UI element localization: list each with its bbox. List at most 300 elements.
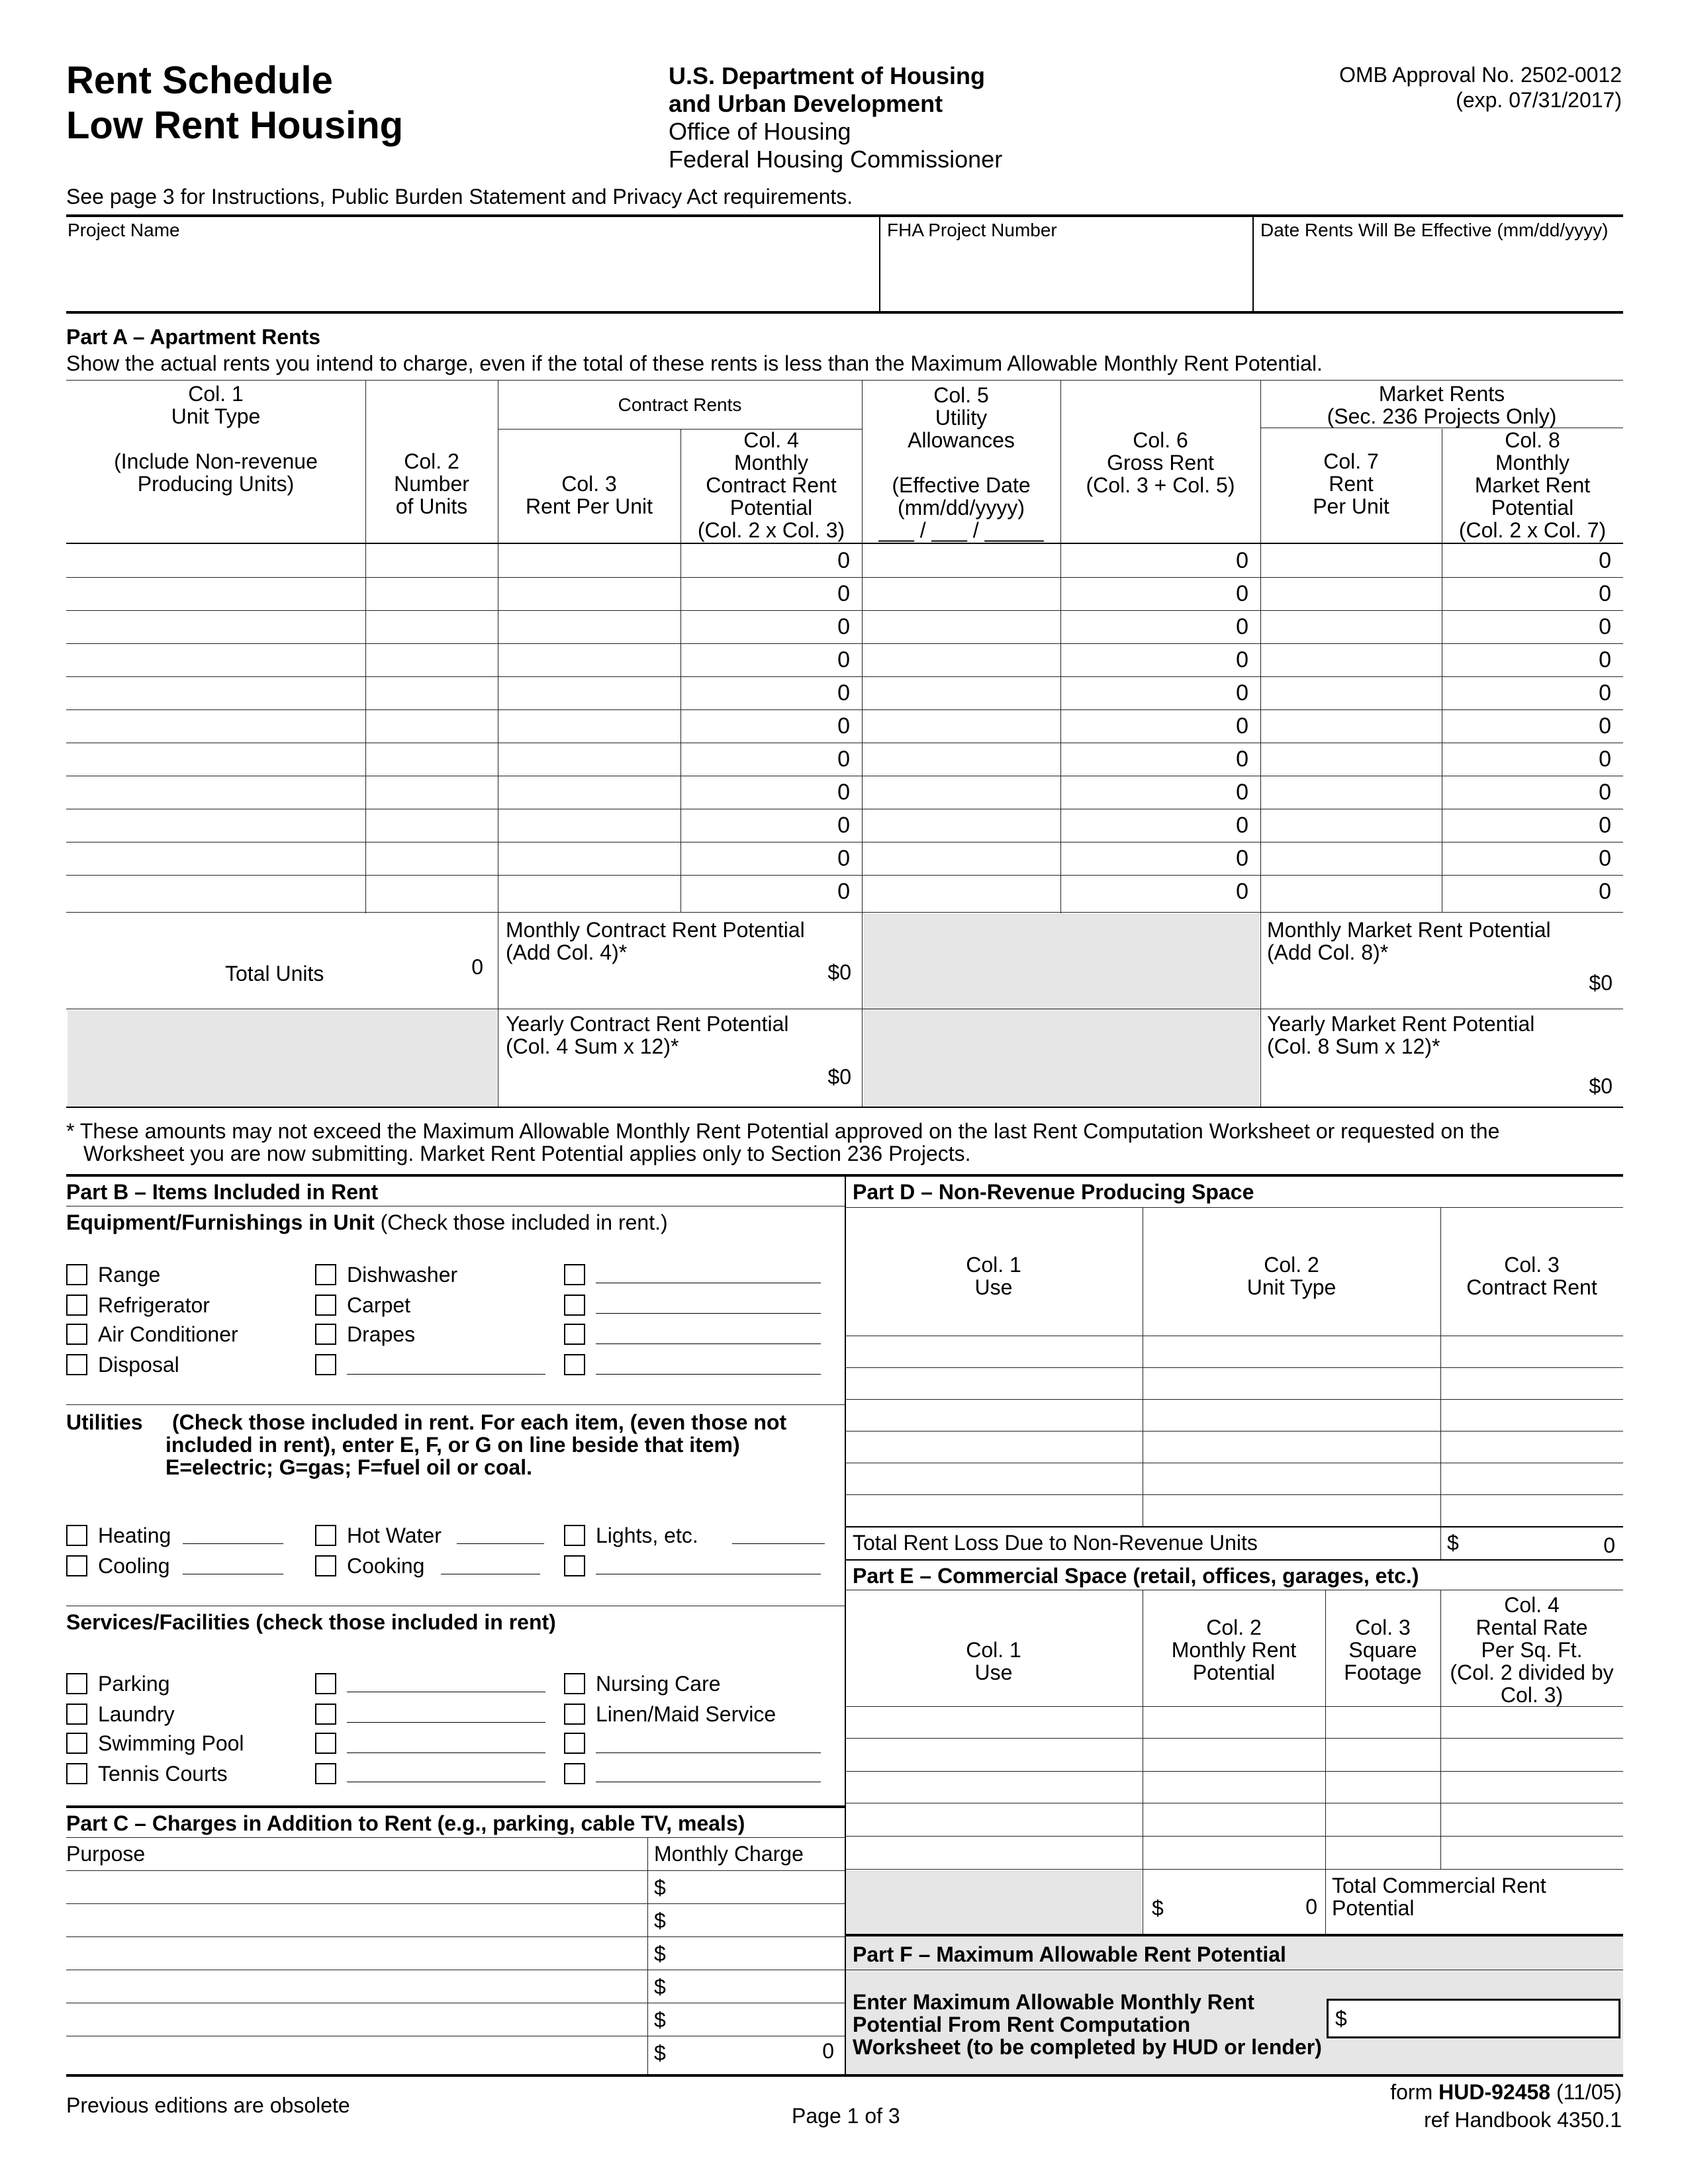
unit-type-cell[interactable] xyxy=(68,776,364,809)
yearly-market-note: (Col. 8 Sum x 12)* xyxy=(1267,1034,1440,1058)
number-of-units-cell[interactable] xyxy=(367,776,496,809)
col2-title2: of Units xyxy=(395,494,468,518)
charge-purpose-field[interactable] xyxy=(68,1872,646,1902)
charge-dollar-sign: $ xyxy=(654,1876,666,1899)
equipment-other-checkbox-2[interactable] xyxy=(564,1264,585,1285)
dishwasher-label: Dishwasher xyxy=(347,1263,458,1287)
part-f-label-line3: Worksheet (to be completed by HUD or lender) xyxy=(853,2035,1322,2059)
charge-amount-field[interactable] xyxy=(675,1872,774,1902)
part-d-col2-title: Unit Type xyxy=(1246,1275,1336,1299)
monthly-market-rent-cell[interactable]: 0 xyxy=(1599,548,1611,573)
omb-approval xyxy=(1339,62,1622,113)
yearly-contract-note: (Col. 4 Sum x 12)* xyxy=(506,1034,679,1058)
part-c-title: Part C – Charges in Addition to Rent (e.g., parking, cable TV, meals) xyxy=(66,1811,745,1835)
number-of-units-cell[interactable] xyxy=(367,610,496,643)
footnote-line1: * These amounts may not exceed the Maximum Allowable Monthly Rent Potential approved on the last Rent Computation Worksheet or requested on the xyxy=(66,1119,1500,1143)
table-row xyxy=(66,809,1623,842)
form-title-line2: Low Rent Housing xyxy=(66,104,404,147)
range-checkbox[interactable] xyxy=(66,1264,87,1285)
tennis-courts-checkbox[interactable] xyxy=(66,1763,87,1784)
monthly-market-rent-cell[interactable]: 0 xyxy=(1599,747,1611,772)
rent-per-unit-cell[interactable] xyxy=(499,709,679,743)
department-name-line2: and Urban Development xyxy=(669,90,943,117)
monthly-market-rent-cell[interactable]: 0 xyxy=(1599,647,1611,672)
utility-allowance-cell[interactable] xyxy=(863,676,1059,709)
disposal-label: Disposal xyxy=(98,1353,179,1377)
monthly-market-title: Monthly Market Rent Potential xyxy=(1267,918,1551,942)
total-units-value[interactable]: 0 xyxy=(471,955,483,979)
part-e-col3-title: Square xyxy=(1348,1638,1417,1662)
utilities-note xyxy=(165,1411,827,1479)
part-e-col2-label: Col. 2 xyxy=(1206,1615,1262,1639)
page-number: Page 1 of 3 xyxy=(792,2104,900,2128)
monthly-contract-rent-cell[interactable]: 0 xyxy=(837,846,850,871)
carpet-checkbox[interactable] xyxy=(315,1295,336,1316)
part-d-col1-title: Use xyxy=(974,1275,1013,1299)
rent-per-unit-cell[interactable] xyxy=(499,842,679,875)
form-date: (11/05) xyxy=(1556,2080,1622,2104)
linen-maid-label: Linen/Maid Service xyxy=(596,1702,776,1726)
col8-title3: Potential xyxy=(1491,496,1574,520)
tennis-courts-label: Tennis Courts xyxy=(98,1762,228,1786)
number-of-units-cell[interactable] xyxy=(367,643,496,676)
omb-expiration: (exp. 07/31/2017) xyxy=(1456,88,1622,112)
rent-per-unit-cell[interactable] xyxy=(499,610,679,643)
table-row xyxy=(66,610,1623,643)
project-name-field[interactable] xyxy=(68,242,875,308)
col5-date-format: (mm/dd/yyyy) xyxy=(898,496,1025,520)
monthly-contract-rent-cell[interactable]: 0 xyxy=(837,713,850,739)
col8-header xyxy=(1442,429,1623,541)
monthly-contract-rent-cell[interactable]: 0 xyxy=(837,614,850,639)
col1-note: (Include Non-revenue xyxy=(114,449,318,473)
part-e-col3-title2: Footage xyxy=(1344,1661,1422,1684)
table-row xyxy=(66,643,1623,676)
market-rent-per-unit-cell[interactable] xyxy=(1262,776,1440,809)
part-f-title: Part F – Maximum Allowable Rent Potential xyxy=(853,1942,1286,1966)
utilities-note-line3: E=electric; G=gas; F=fuel oil or coal. xyxy=(165,1455,532,1479)
table-row xyxy=(66,709,1623,743)
charge-dollar-sign: $ xyxy=(654,1975,666,1999)
col5-title2: Allowances xyxy=(908,428,1015,452)
parking-checkbox[interactable] xyxy=(66,1673,87,1694)
col3-header xyxy=(498,473,680,518)
department-block xyxy=(669,62,1002,173)
monthly-contract-label xyxy=(506,919,805,964)
monthly-market-rent-cell[interactable]: 0 xyxy=(1599,846,1611,871)
number-of-units-cell[interactable] xyxy=(367,577,496,610)
yearly-market-title: Yearly Market Rent Potential xyxy=(1267,1012,1535,1036)
col4-label: Col. 4 xyxy=(743,428,799,452)
utility-allowance-cell[interactable] xyxy=(863,776,1059,809)
utilities-note-line2: included in rent), enter E, F, or G on line beside that item) xyxy=(165,1433,740,1457)
equipment-other-line-5[interactable] xyxy=(596,1374,821,1375)
number-of-units-cell[interactable] xyxy=(367,743,496,776)
gross-rent-cell[interactable]: 0 xyxy=(1236,780,1248,805)
form-number: HUD-92458 xyxy=(1438,2080,1551,2104)
charge-amount-field[interactable] xyxy=(675,2004,774,2034)
effective-date-label: Date Rents Will Be Effective (mm/dd/yyyy) xyxy=(1260,220,1609,240)
equipment-other-checkbox-5[interactable] xyxy=(564,1354,585,1375)
commissioner-name: Federal Housing Commissioner xyxy=(669,146,1003,173)
monthly-market-rent-cell[interactable]: 0 xyxy=(1599,581,1611,606)
rent-per-unit-cell[interactable] xyxy=(499,809,679,842)
charge-amount-field[interactable] xyxy=(675,1905,774,1935)
equipment-other-line[interactable] xyxy=(347,1374,545,1375)
gross-rent-cell[interactable]: 0 xyxy=(1236,680,1248,705)
unit-type-cell[interactable] xyxy=(68,743,364,776)
utility-allowance-cell[interactable] xyxy=(863,875,1059,908)
project-name-label: Project Name xyxy=(68,220,180,240)
form-id xyxy=(1390,2081,1622,2103)
charge-amount-field[interactable] xyxy=(675,1971,774,2001)
yearly-market-label xyxy=(1267,1013,1534,1058)
equipment-other-checkbox[interactable] xyxy=(315,1354,336,1375)
heating-fuel-line[interactable] xyxy=(183,1543,283,1544)
lights-label: Lights, etc. xyxy=(596,1524,698,1547)
services-other-line-3[interactable] xyxy=(347,1752,545,1753)
part-f-instructions xyxy=(853,1991,1322,2058)
monthly-contract-title: Monthly Contract Rent Potential xyxy=(506,918,805,942)
non-revenue-total-value[interactable]: 0 xyxy=(1603,1533,1615,1557)
col3-title: Rent Per Unit xyxy=(525,494,653,518)
nursing-care-checkbox[interactable] xyxy=(564,1673,585,1694)
services-other-line-2[interactable] xyxy=(347,1722,545,1723)
monthly-contract-value[interactable]: $0 xyxy=(827,960,851,984)
services-other-checkbox-5[interactable] xyxy=(564,1733,585,1754)
utility-allowance-cell[interactable] xyxy=(863,544,1059,577)
unit-type-cell[interactable] xyxy=(68,610,364,643)
charges-total-value[interactable]: 0 xyxy=(822,2039,834,2063)
services-other-checkbox-2[interactable] xyxy=(315,1704,336,1725)
equipment-other-checkbox-4[interactable] xyxy=(564,1324,585,1345)
unit-type-cell[interactable] xyxy=(68,809,364,842)
disposal-checkbox[interactable] xyxy=(66,1354,87,1375)
market-rent-per-unit-cell[interactable] xyxy=(1262,610,1440,643)
col1-title: Unit Type xyxy=(171,404,261,428)
monthly-contract-rent-cell[interactable]: 0 xyxy=(837,548,850,573)
linen-maid-checkbox[interactable] xyxy=(564,1704,585,1725)
dishwasher-checkbox[interactable] xyxy=(315,1264,336,1285)
form-prefix: form xyxy=(1390,2080,1433,2104)
total-units-label: Total Units xyxy=(225,962,324,985)
air-conditioner-checkbox[interactable] xyxy=(66,1324,87,1345)
max-allowable-rent-dollar: $ xyxy=(1335,2007,1347,2030)
drapes-label: Drapes xyxy=(347,1322,416,1346)
col4-title: Monthly xyxy=(733,451,809,475)
charge-dollar-sign: $ xyxy=(654,2008,666,2032)
market-rent-per-unit-cell[interactable] xyxy=(1262,842,1440,875)
col4-header xyxy=(680,429,862,541)
col1-header xyxy=(66,383,365,495)
equipment-other-line-4[interactable] xyxy=(596,1343,821,1344)
gross-rent-cell[interactable]: 0 xyxy=(1236,846,1248,871)
utilities-title: Utilities xyxy=(66,1410,143,1434)
rent-per-unit-cell[interactable] xyxy=(499,776,679,809)
cooling-checkbox[interactable] xyxy=(66,1555,87,1576)
utility-allowance-cell[interactable] xyxy=(863,809,1059,842)
col8-title: Monthly xyxy=(1495,451,1570,475)
cooking-label: Cooking xyxy=(347,1554,425,1578)
utility-allowance-cell[interactable] xyxy=(863,610,1059,643)
monthly-contract-rent-cell[interactable]: 0 xyxy=(837,879,850,904)
col3-label: Col. 3 xyxy=(561,472,617,496)
market-rent-per-unit-cell[interactable] xyxy=(1262,643,1440,676)
form-title xyxy=(66,58,403,148)
col5-date-label: (Effective Date xyxy=(892,473,1031,497)
gross-rent-cell[interactable]: 0 xyxy=(1236,813,1248,838)
monthly-contract-rent-cell[interactable]: 0 xyxy=(837,780,850,805)
utility-allowance-cell[interactable] xyxy=(863,643,1059,676)
yearly-contract-value[interactable]: $0 xyxy=(827,1065,851,1089)
market-rent-per-unit-cell[interactable] xyxy=(1262,709,1440,743)
rent-per-unit-cell[interactable] xyxy=(499,544,679,577)
market-rent-per-unit-cell[interactable] xyxy=(1262,676,1440,709)
hot-water-label: Hot Water xyxy=(347,1524,442,1547)
part-e-col2-title2: Potential xyxy=(1192,1661,1276,1684)
unit-type-cell[interactable] xyxy=(68,875,364,908)
monthly-market-rent-cell[interactable]: 0 xyxy=(1599,614,1611,639)
col6-formula: (Col. 3 + Col. 5) xyxy=(1086,473,1235,497)
refrigerator-label: Refrigerator xyxy=(98,1293,210,1317)
instructions-note: See page 3 for Instructions, Public Burden Statement and Privacy Act requirements. xyxy=(66,185,853,208)
gross-rent-cell[interactable]: 0 xyxy=(1236,879,1248,904)
contract-rents-header: Contract Rents xyxy=(618,394,742,415)
commercial-total-value[interactable]: 0 xyxy=(1305,1895,1317,1919)
monthly-market-rent-cell[interactable]: 0 xyxy=(1599,879,1611,904)
gross-rent-cell[interactable]: 0 xyxy=(1236,581,1248,606)
col5-label: Col. 5 xyxy=(933,383,989,407)
table-row xyxy=(66,577,1623,610)
market-rents-header xyxy=(1260,383,1623,428)
monthly-market-label xyxy=(1267,919,1551,964)
col5-date-field[interactable]: ___ / ___ / _____ xyxy=(878,518,1044,542)
market-rent-per-unit-cell[interactable] xyxy=(1262,544,1440,577)
commercial-total-title2: Potential xyxy=(1332,1896,1415,1920)
yearly-market-value[interactable]: $0 xyxy=(1589,1074,1613,1098)
swimming-pool-checkbox[interactable] xyxy=(66,1733,87,1754)
services-other-checkbox-1[interactable] xyxy=(315,1673,336,1694)
part-d-title: Part D – Non-Revenue Producing Space xyxy=(853,1180,1254,1204)
unit-type-cell[interactable] xyxy=(68,676,364,709)
part-d-col3-label: Col. 3 xyxy=(1504,1253,1560,1277)
col2-label: Col. 2 xyxy=(404,449,459,473)
col2-title: Number xyxy=(394,472,469,496)
rent-per-unit-cell[interactable] xyxy=(499,743,679,776)
rent-per-unit-cell[interactable] xyxy=(499,643,679,676)
market-rent-per-unit-cell[interactable] xyxy=(1262,809,1440,842)
monthly-market-rent-cell[interactable]: 0 xyxy=(1599,780,1611,805)
gross-rent-cell[interactable]: 0 xyxy=(1236,548,1248,573)
part-e-col3-header xyxy=(1325,1616,1440,1684)
max-allowable-rent-field[interactable] xyxy=(1327,1999,1620,2038)
heating-checkbox[interactable] xyxy=(66,1525,87,1546)
non-revenue-total-label: Total Rent Loss Due to Non-Revenue Units xyxy=(853,1531,1258,1555)
monthly-market-value[interactable]: $0 xyxy=(1589,971,1613,995)
number-of-units-cell[interactable] xyxy=(367,544,496,577)
rent-per-unit-cell[interactable] xyxy=(499,676,679,709)
number-of-units-cell[interactable] xyxy=(367,842,496,875)
equipment-heading xyxy=(66,1211,668,1234)
col6-header xyxy=(1060,429,1260,496)
unit-type-cell[interactable] xyxy=(68,544,364,577)
effective-date-field[interactable] xyxy=(1258,242,1622,308)
drapes-checkbox[interactable] xyxy=(315,1324,336,1345)
part-d-col3-header xyxy=(1440,1253,1623,1298)
handbook-ref: ref Handbook 4350.1 xyxy=(1424,2108,1622,2132)
swimming-pool-label: Swimming Pool xyxy=(98,1731,244,1755)
monthly-contract-rent-cell[interactable]: 0 xyxy=(837,680,850,705)
rent-per-unit-cell[interactable] xyxy=(499,577,679,610)
number-of-units-cell[interactable] xyxy=(367,676,496,709)
charge-amount-field[interactable] xyxy=(675,1938,774,1968)
air-conditioner-label: Air Conditioner xyxy=(98,1322,238,1346)
col7-header xyxy=(1260,450,1442,518)
obsolete-note: Previous editions are obsolete xyxy=(66,2093,350,2117)
purpose-header: Purpose xyxy=(66,1842,146,1866)
utilities-other-checkbox[interactable] xyxy=(564,1555,585,1576)
monthly-contract-rent-cell[interactable]: 0 xyxy=(837,813,850,838)
col6-label: Col. 6 xyxy=(1133,428,1188,452)
hot-water-fuel-line[interactable] xyxy=(457,1543,544,1544)
yearly-contract-title: Yearly Contract Rent Potential xyxy=(506,1012,789,1036)
monthly-contract-rent-cell[interactable]: 0 xyxy=(837,647,850,672)
col8-label: Col. 8 xyxy=(1505,428,1560,452)
part-e-col1-title: Use xyxy=(974,1661,1013,1684)
equipment-title: Equipment/Furnishings in Unit xyxy=(66,1210,375,1234)
rent-per-unit-cell[interactable] xyxy=(499,875,679,908)
col7-title2: Per Unit xyxy=(1313,494,1389,518)
monthly-market-rent-cell[interactable]: 0 xyxy=(1599,813,1611,838)
table-row xyxy=(66,676,1623,709)
col4-formula: (Col. 2 x Col. 3) xyxy=(697,518,845,542)
col7-title: Rent xyxy=(1329,472,1374,496)
utility-allowance-cell[interactable] xyxy=(863,842,1059,875)
laundry-checkbox[interactable] xyxy=(66,1704,87,1725)
monthly-contract-rent-cell[interactable]: 0 xyxy=(837,581,850,606)
services-other-checkbox-4[interactable] xyxy=(315,1763,336,1784)
utility-allowance-cell[interactable] xyxy=(863,709,1059,743)
part-e-col2-header xyxy=(1143,1616,1325,1684)
unit-type-cell[interactable] xyxy=(68,577,364,610)
fha-number-field[interactable] xyxy=(884,242,1248,308)
charge-purpose-field[interactable] xyxy=(68,2004,646,2034)
table-row xyxy=(66,776,1623,809)
unit-type-cell[interactable] xyxy=(68,643,364,676)
col8-formula: (Col. 2 x Col. 7) xyxy=(1458,518,1607,542)
charge-dollar-sign: $ xyxy=(654,1909,666,1933)
utility-allowance-cell[interactable] xyxy=(863,743,1059,776)
part-a-subtitle: Show the actual rents you intend to charge, even if the total of these rents is less than the Maximum Allowable Monthly Rent Potential. xyxy=(66,351,1323,375)
monthly-market-rent-cell[interactable]: 0 xyxy=(1599,680,1611,705)
lights-checkbox[interactable] xyxy=(564,1525,585,1546)
col4-title2: Contract Rent xyxy=(706,473,837,497)
cooking-checkbox[interactable] xyxy=(315,1555,336,1576)
col6-title: Gross Rent xyxy=(1107,451,1214,475)
yearly-contract-label xyxy=(506,1013,789,1058)
unit-type-cell[interactable] xyxy=(68,709,364,743)
market-rent-per-unit-cell[interactable] xyxy=(1262,743,1440,776)
equipment-note: (Check those included in rent.) xyxy=(380,1210,668,1234)
part-e-col1-label: Col. 1 xyxy=(966,1638,1021,1662)
gross-rent-cell[interactable]: 0 xyxy=(1236,647,1248,672)
lights-fuel-line[interactable] xyxy=(732,1543,825,1544)
commercial-total-label xyxy=(1332,1874,1546,1919)
part-e-col2-title: Monthly Rent xyxy=(1171,1638,1297,1662)
charge-purpose-field[interactable] xyxy=(68,1971,646,2001)
number-of-units-cell[interactable] xyxy=(367,709,496,743)
refrigerator-checkbox[interactable] xyxy=(66,1295,87,1316)
cooling-label: Cooling xyxy=(98,1554,170,1578)
table-row xyxy=(66,743,1623,776)
charge-dollar-sign: $ xyxy=(654,1942,666,1966)
col5-header xyxy=(862,384,1060,541)
market-rent-per-unit-cell[interactable] xyxy=(1262,875,1440,908)
table-row xyxy=(66,875,1623,908)
charge-amount-field[interactable] xyxy=(675,2037,774,2068)
col1-note2: Producing Units) xyxy=(137,472,295,496)
heating-label: Heating xyxy=(98,1524,171,1547)
part-d-col2-label: Col. 2 xyxy=(1264,1253,1319,1277)
part-d-col2-header xyxy=(1143,1253,1440,1298)
col8-title2: Market Rent xyxy=(1474,473,1591,497)
market-rents-note: (Sec. 236 Projects Only) xyxy=(1327,404,1557,428)
footnote xyxy=(66,1120,1628,1165)
gross-rent-cell[interactable]: 0 xyxy=(1236,614,1248,639)
office-name: Office of Housing xyxy=(669,118,851,145)
services-other-line-5[interactable] xyxy=(596,1752,821,1753)
gross-rent-cell[interactable]: 0 xyxy=(1236,747,1248,772)
utility-allowance-cell[interactable] xyxy=(863,577,1059,610)
form-title-line1: Rent Schedule xyxy=(66,59,333,102)
monthly-charge-header: Monthly Charge xyxy=(654,1842,804,1866)
part-e-col4-title2: Per Sq. Ft. xyxy=(1481,1638,1583,1662)
part-d-col3-title: Contract Rent xyxy=(1466,1275,1597,1299)
equipment-other-checkbox-3[interactable] xyxy=(564,1295,585,1316)
fha-number-label: FHA Project Number xyxy=(887,220,1057,240)
monthly-market-note: (Add Col. 8)* xyxy=(1267,940,1389,964)
col4-title3: Potential xyxy=(729,496,813,520)
parking-label: Parking xyxy=(98,1672,170,1696)
table-row xyxy=(66,842,1623,875)
monthly-market-rent-cell[interactable]: 0 xyxy=(1599,713,1611,739)
part-e-col1-header xyxy=(845,1639,1143,1684)
charge-purpose-field[interactable] xyxy=(68,1905,646,1935)
omb-number: OMB Approval No. 2502-0012 xyxy=(1339,63,1622,87)
part-e-title: Part E – Commercial Space (retail, offices, garages, etc.) xyxy=(853,1564,1419,1588)
part-f-label-line1: Enter Maximum Allowable Monthly Rent xyxy=(853,1990,1254,2014)
nursing-care-label: Nursing Care xyxy=(596,1672,721,1696)
charge-purpose-field[interactable] xyxy=(68,1938,646,1968)
utilities-note-line1: (Check those included in rent. For each item, (even those not xyxy=(172,1410,787,1434)
market-rent-per-unit-cell[interactable] xyxy=(1262,577,1440,610)
unit-type-cell[interactable] xyxy=(68,842,364,875)
monthly-contract-rent-cell[interactable]: 0 xyxy=(837,747,850,772)
number-of-units-cell[interactable] xyxy=(367,809,496,842)
hot-water-checkbox[interactable] xyxy=(315,1525,336,1546)
services-other-checkbox-3[interactable] xyxy=(315,1733,336,1754)
market-rents-title: Market Rents xyxy=(1378,382,1505,406)
charge-purpose-field[interactable] xyxy=(68,2037,646,2068)
commercial-total-title: Total Commercial Rent xyxy=(1332,1874,1546,1897)
services-other-checkbox-6[interactable] xyxy=(564,1763,585,1784)
col1-label: Col. 1 xyxy=(188,382,244,406)
services-title: Services/Facilities (check those included in rent) xyxy=(66,1610,556,1634)
equipment-other-line-3[interactable] xyxy=(596,1313,821,1314)
gross-rent-cell[interactable]: 0 xyxy=(1236,713,1248,739)
number-of-units-cell[interactable] xyxy=(367,875,496,908)
table-row xyxy=(66,544,1623,577)
